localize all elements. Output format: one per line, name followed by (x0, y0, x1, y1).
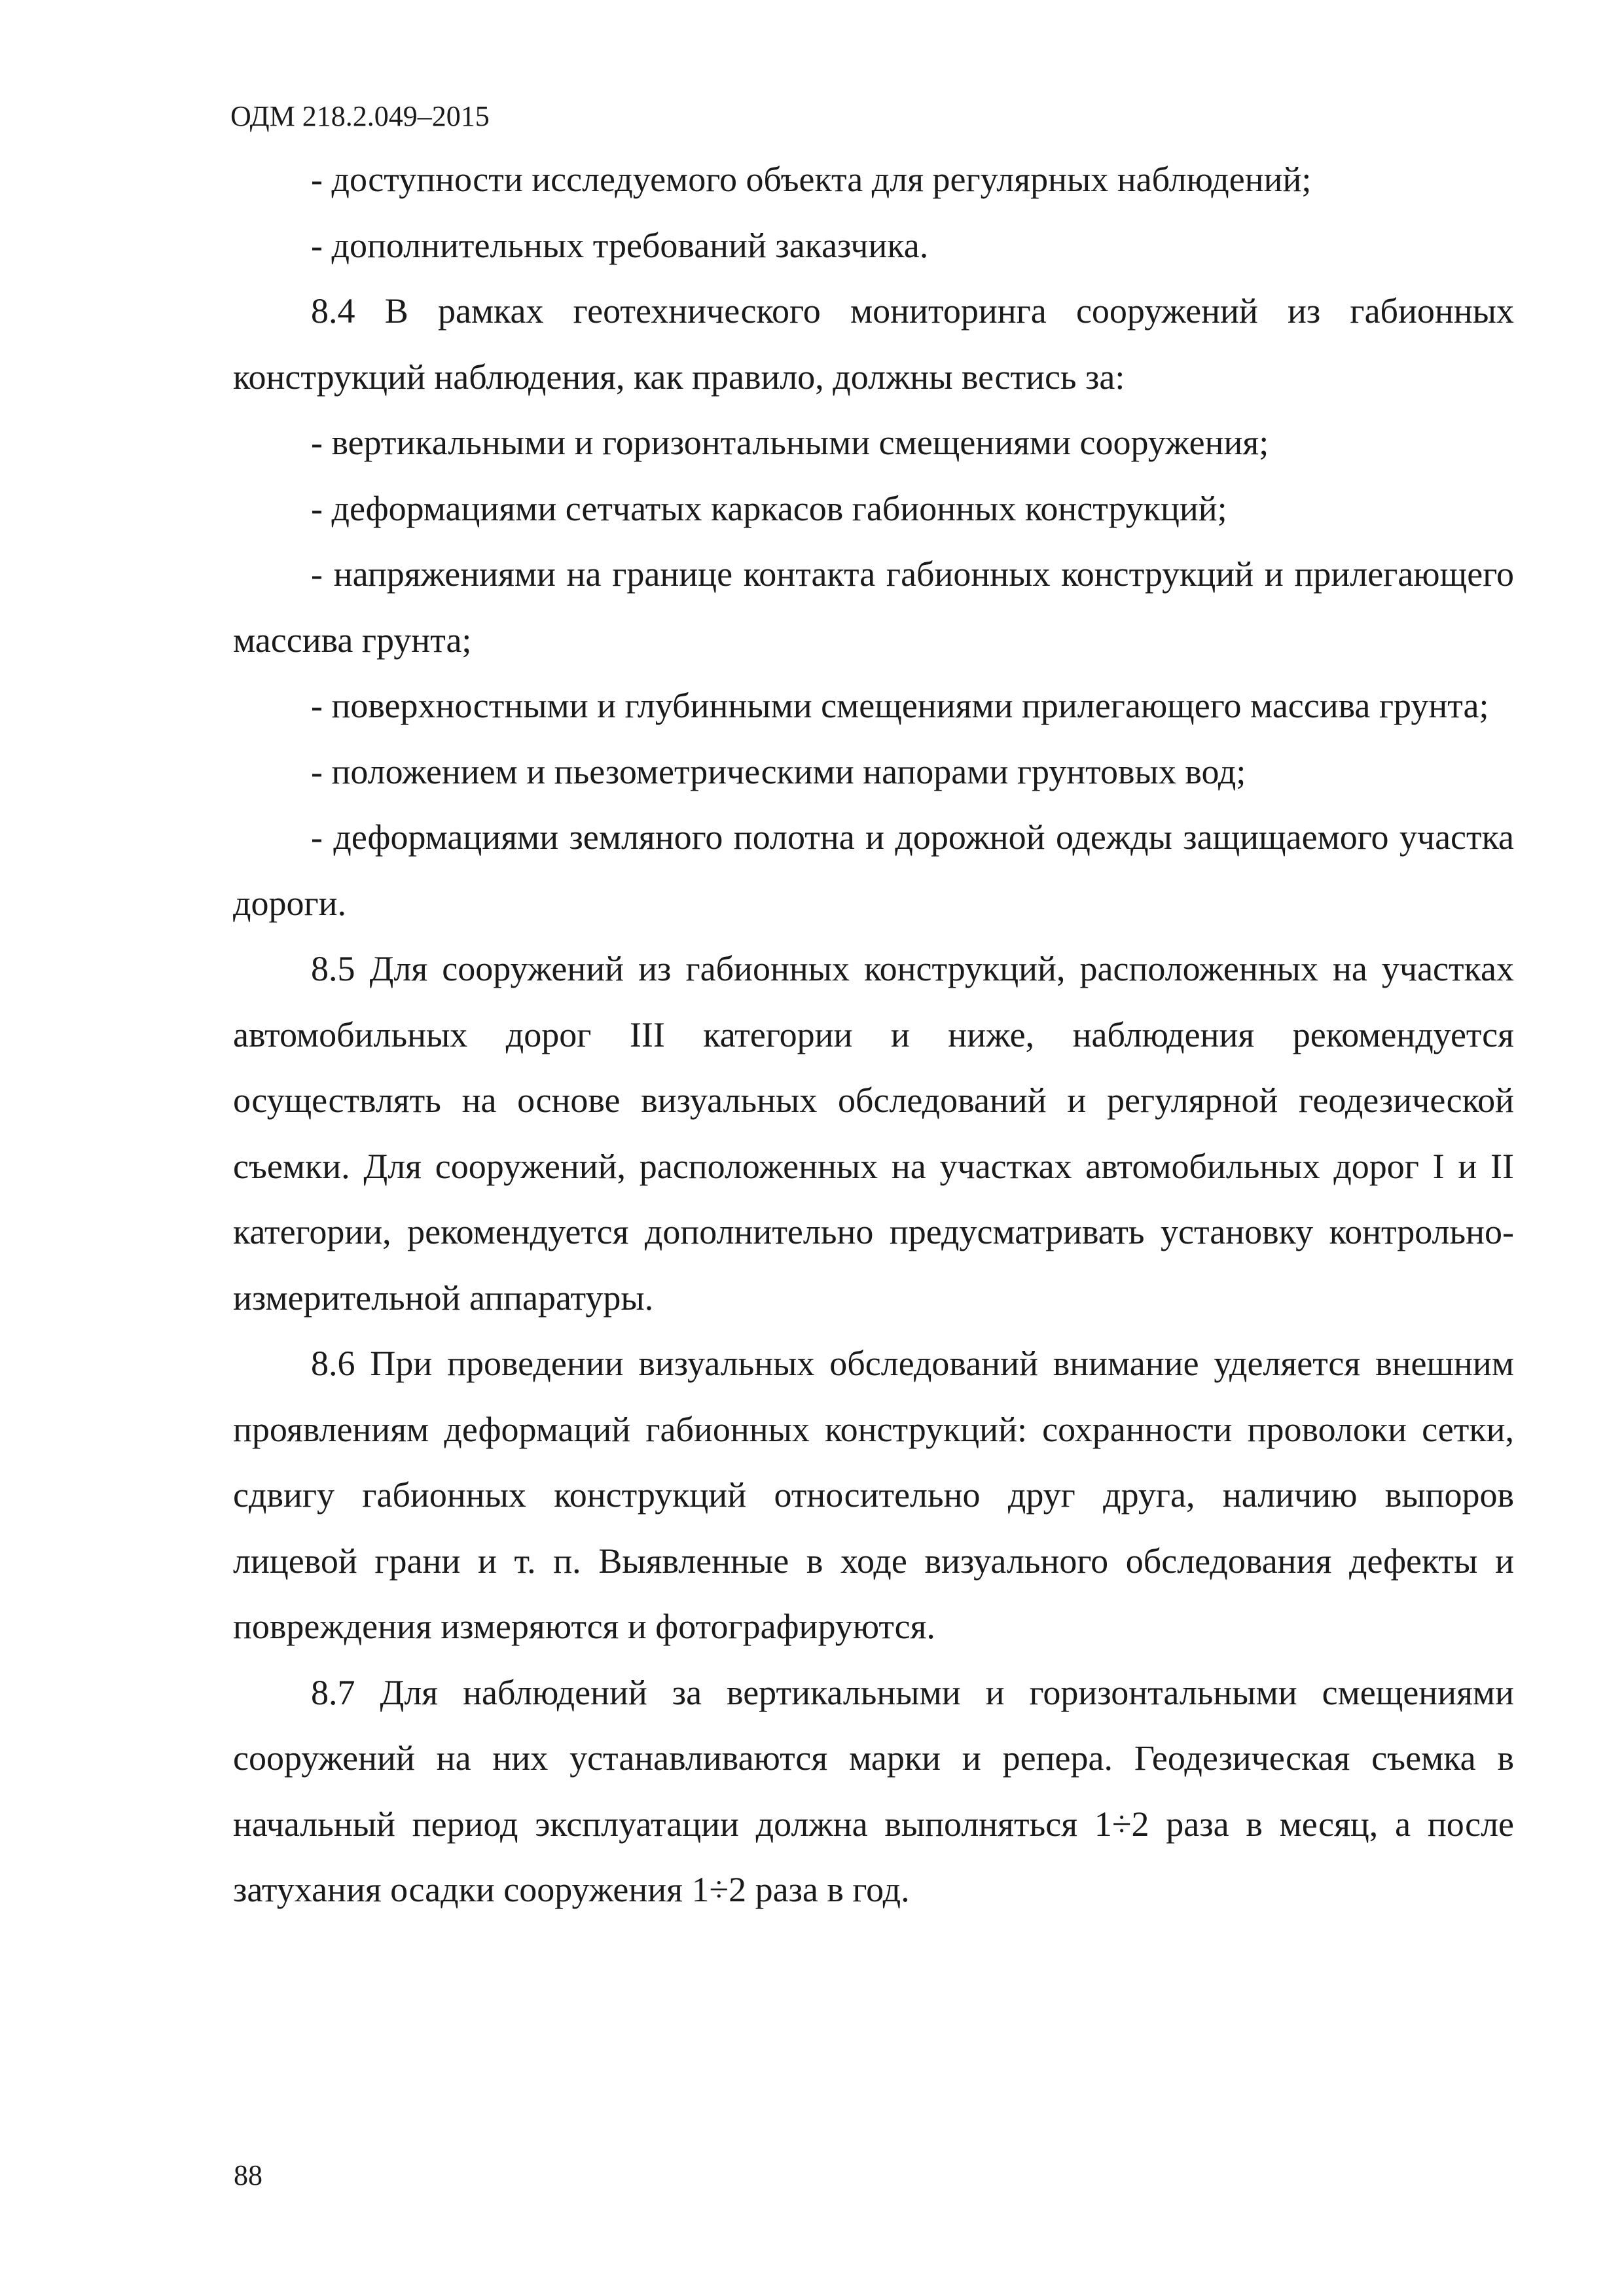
paragraph-8-5: 8.5 Для сооружений из габионных конструкций, расположенных на участках автомобильных дорог III категории и ниже, наблюдения рекомендуется осуществлять на основе визуальных обследований и регулярной геодезической съемки. Для сооружений, расположенных на участках автомобильных дорог I и II категории, рекомендуется дополнительно предусматривать установку контрольно-измерительной аппаратуры. (233, 949, 1514, 1318)
paragraph-bullet-roadbed-deformations: - деформациями земляного полотна и дорожной одежды защищаемого участка дороги. (233, 817, 1514, 923)
paragraph-bullet-groundwater: - положением и пьезометрическими напорами грунтовых вод; (311, 751, 1246, 791)
paragraph-8-4: 8.4 В рамках геотехнического мониторинга сооружений из габионных конструкций наблюдения, как правило, должны вестись за: (233, 291, 1514, 397)
paragraph-bullet-mesh-deformations: - деформациями сетчатых каркасов габионных конструкций; (311, 488, 1227, 528)
paragraph-8-7: 8.7 Для наблюдений за вертикальными и горизонтальными смещениями сооружений на них устанавливаются марки и репера. Геодезическая съемка в начальный период эксплуатации должна выполняться 1÷2 раза в месяц, а после затухания осадки сооружения 1÷2 раза в год. (233, 1672, 1514, 1909)
paragraph-bullet-contact-stresses: - напряжениями на границе контакта габионных конструкций и прилегающего массива грунта; (233, 554, 1514, 660)
paragraph-bullet-vertical-horizontal-shifts: - вертикальными и горизонтальными смещениями сооружения; (311, 423, 1269, 462)
paragraph-bullet-soil-shifts: - поверхностными и глубинными смещениями прилегающего массива грунта; (311, 686, 1489, 725)
document-body (233, 147, 1514, 1923)
paragraph-bullet-customer-requirements: - дополнительных требований заказчика. (311, 225, 929, 265)
paragraph-bullet-accessibility: - доступности исследуемого объекта для регулярных наблюдений; (311, 160, 1312, 199)
paragraph-8-6: 8.6 При проведении визуальных обследований внимание уделяется внешним проявлениям деформаций габионных конструкций: сохранности проволоки сетки, сдвигу габионных конструкций относительно друг друга, наличию выпоров лицевой грани и т. п. Выявленные в ходе визуального обследования дефекты и повреждения измеряются и фотографируются. (233, 1344, 1514, 1646)
document-header: ОДМ 218.2.049–2015 (230, 100, 490, 132)
page-number: 88 (234, 2159, 262, 2191)
